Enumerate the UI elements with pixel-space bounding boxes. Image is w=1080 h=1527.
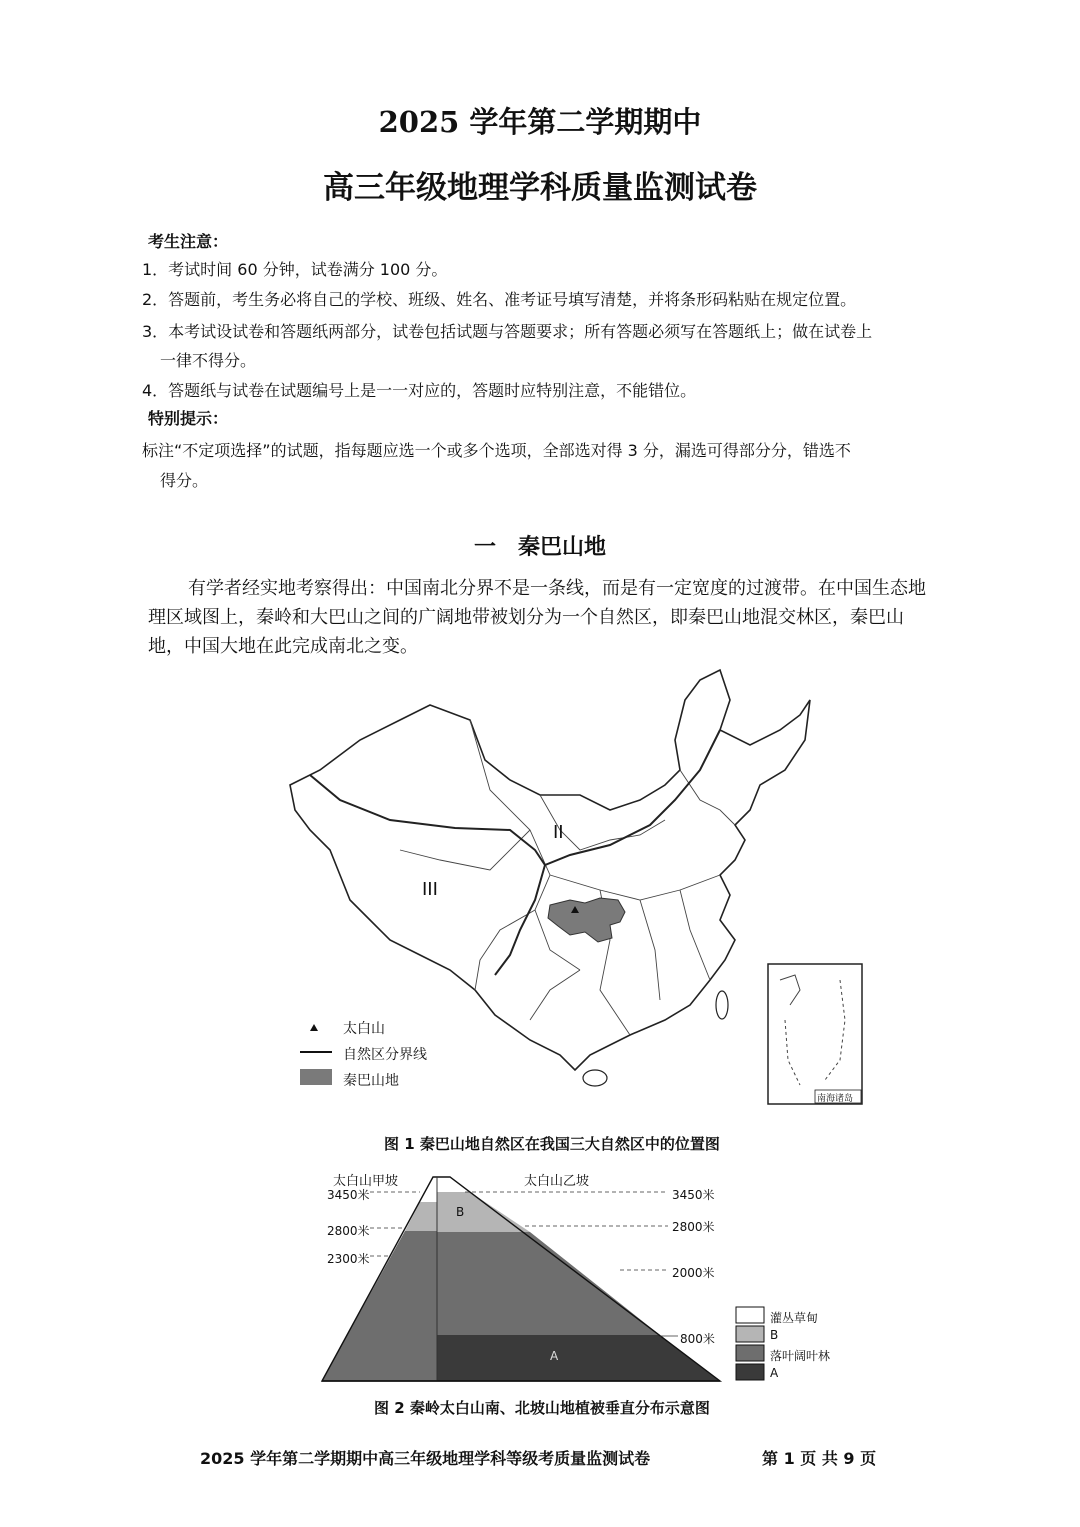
legend-b-label: B bbox=[770, 1328, 779, 1342]
left-elevation-2300: 2300米 bbox=[327, 1252, 370, 1266]
broadleaf-right bbox=[437, 1232, 660, 1335]
zone-label-a: A bbox=[550, 1349, 559, 1363]
zone-a-right bbox=[437, 1335, 720, 1381]
legend-a-label: A bbox=[770, 1366, 779, 1380]
region-label-III: III bbox=[422, 879, 438, 900]
right-elevation-3450: 3450米 bbox=[672, 1188, 715, 1202]
china-map bbox=[280, 660, 870, 1110]
region-label-II: II bbox=[553, 822, 564, 843]
south-china-sea-inset bbox=[768, 964, 862, 1104]
legend-b-swatch bbox=[736, 1326, 764, 1342]
zone-b-left bbox=[405, 1202, 437, 1231]
legend-broadleaf-label: 落叶阔叶林 bbox=[770, 1349, 831, 1363]
notice-item-2: 2．答题前，考生务必将自己的学校、班级、姓名、准考证号填写清楚，并将条形码粘贴在规定位置。 bbox=[142, 290, 857, 309]
legend-boundary-label: 自然区分界线 bbox=[343, 1047, 427, 1063]
profile-legend-swatches bbox=[735, 1306, 767, 1386]
right-elevation-2000: 2000米 bbox=[672, 1266, 715, 1280]
exam-title-line1: 2025 学年第二学期期中 bbox=[378, 105, 702, 139]
footer-page-number: 第 1 页 共 9 页 bbox=[762, 1449, 877, 1468]
legend-area-label: 秦巴山地 bbox=[343, 1073, 399, 1089]
left-elevation-2800: 2800米 bbox=[327, 1224, 370, 1238]
right-elevation-800: 800米 bbox=[680, 1332, 715, 1346]
right-elevation-2800: 2800米 bbox=[672, 1220, 715, 1234]
legend-meadow-swatch bbox=[736, 1307, 764, 1323]
map-legend-symbols bbox=[300, 1014, 340, 1094]
china-outline bbox=[290, 670, 810, 1070]
legend-broadleaf-swatch bbox=[736, 1345, 764, 1361]
notice-item-3: 3．本考试设试卷和答题纸两部分，试卷包括试题与答题要求；所有答题必须写在答题纸上；做在试卷上 bbox=[142, 322, 873, 341]
section-title: 一 秦巴山地 bbox=[473, 535, 606, 560]
notice-heading: 考生注意： bbox=[148, 232, 229, 251]
natural-boundary bbox=[495, 865, 545, 975]
figure1-caption: 图 1 秦巴山地自然区在我国三大自然区中的位置图 bbox=[384, 1135, 720, 1153]
slope-b-label: 太白山乙坡 bbox=[524, 1174, 590, 1189]
meadow-left bbox=[420, 1177, 437, 1202]
left-elevation-3450: 3450米 bbox=[327, 1188, 370, 1202]
legend-peak-icon bbox=[310, 1024, 318, 1031]
legend-peak-label: 太白山 bbox=[343, 1021, 385, 1037]
zone-b-right bbox=[437, 1192, 530, 1232]
zone-label-b: B bbox=[456, 1205, 465, 1219]
inset-label: 南海诸岛 bbox=[817, 1094, 854, 1104]
qinba-area bbox=[548, 898, 625, 942]
figure2-caption: 图 2 秦岭太白山南、北坡山地植被垂直分布示意图 bbox=[374, 1399, 710, 1417]
notice-item-3-cont: 一律不得分。 bbox=[160, 351, 257, 370]
legend-area-swatch bbox=[300, 1069, 332, 1085]
footer-exam-name: 2025 学年第二学期期中高三年级地理学科等级考质量监测试卷 bbox=[200, 1449, 651, 1468]
special-heading: 特别提示： bbox=[148, 409, 229, 428]
notice-item-1: 1．考试时间 60 分钟，试卷满分 100 分。 bbox=[142, 260, 448, 279]
section-intro: 有学者经实地考察得出：中国南北分界不是一条线，而是有一定宽度的过渡带。在中国生态地理区域图上，秦岭和大巴山之间的广阔地带被划分为一个自然区，即秦巴山地混交林区，秦巴山地，中国大地在此完成南北之变。 bbox=[148, 578, 926, 657]
legend-meadow-label: 灌丛草甸 bbox=[770, 1311, 819, 1325]
notice-item-4: 4．答题纸与试卷在试题编号上是一一对应的，答题时应特别注意，不能错位。 bbox=[142, 381, 697, 400]
legend-a-swatch bbox=[736, 1364, 764, 1380]
special-line-2: 得分。 bbox=[160, 471, 209, 490]
special-line-1: 标注“不定项选择”的试题，指每题应选一个或多个选项，全部选对得 3 分，漏选可得部分分，错选不 bbox=[142, 441, 851, 460]
slope-a-label: 太白山甲坡 bbox=[333, 1174, 399, 1189]
exam-title-line2: 高三年级地理学科质量监测试卷 bbox=[323, 170, 757, 206]
